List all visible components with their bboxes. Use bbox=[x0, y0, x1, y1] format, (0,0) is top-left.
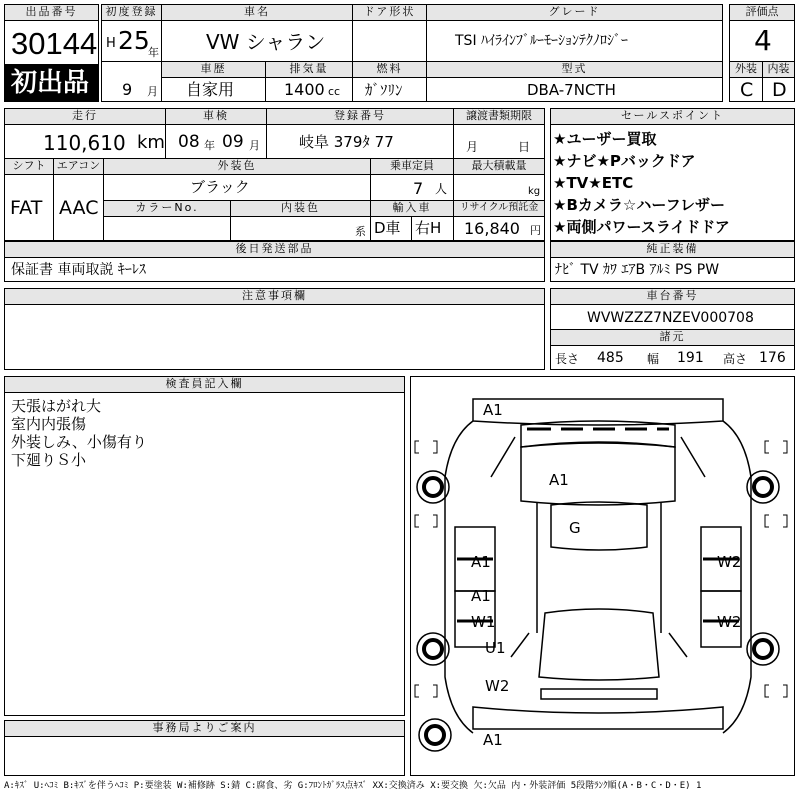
max-load-unit: kg bbox=[528, 186, 541, 197]
equipment-cell bbox=[550, 257, 795, 282]
model-label: 型式 bbox=[426, 61, 723, 78]
damage-mark: A1 bbox=[483, 731, 503, 749]
transfer-cell bbox=[453, 124, 545, 159]
car-outline-diagram bbox=[411, 377, 794, 775]
mileage-label: 走行 bbox=[4, 108, 166, 125]
damage-mark: U1 bbox=[485, 639, 506, 657]
exterior-label: 外装 bbox=[729, 61, 763, 78]
height-label: 高さ bbox=[723, 352, 748, 366]
interior-label: 内装 bbox=[762, 61, 795, 78]
ac-label: エアコン bbox=[53, 158, 104, 175]
width-label: 幅 bbox=[647, 352, 660, 366]
sales-point-item: ★Bカメラ☆ハーフレザー bbox=[553, 196, 725, 214]
exterior-grade: C bbox=[740, 79, 754, 101]
damage-mark: G bbox=[569, 519, 581, 537]
damage-mark: A1 bbox=[549, 471, 569, 489]
int-color-label: 内装色 bbox=[230, 200, 371, 217]
displacement-cell bbox=[265, 77, 353, 102]
ext-color-cell bbox=[103, 174, 371, 201]
mileage-value: 110,610 bbox=[43, 131, 126, 155]
first-reg-label: 初度登録 bbox=[101, 4, 162, 21]
score-cell bbox=[729, 20, 795, 62]
interior-grade: D bbox=[772, 79, 787, 101]
interior-grade-cell bbox=[762, 77, 795, 102]
import-value: D車 bbox=[374, 219, 401, 237]
damage-mark: W2 bbox=[717, 613, 742, 631]
car-name-cell bbox=[161, 20, 353, 62]
displacement-label: 排気量 bbox=[265, 61, 353, 78]
model-value: DBA-7NCTH bbox=[527, 81, 616, 99]
first-listing-text: 初出品 bbox=[11, 68, 90, 98]
shift-value: FAT bbox=[10, 197, 43, 219]
capacity-cell bbox=[370, 174, 454, 201]
recycle-label: リサイクル預託金 bbox=[453, 200, 545, 217]
steering-cell bbox=[411, 216, 454, 241]
capacity-unit: 人 bbox=[435, 182, 448, 196]
model-cell bbox=[426, 77, 723, 102]
height-value: 176 bbox=[759, 350, 786, 366]
inspector-text: 天張はがれ大 室内内張傷 外装しみ、小傷有り 下廻りＳ小 bbox=[11, 397, 147, 469]
specs-cell bbox=[550, 345, 795, 370]
inspector-cell bbox=[4, 392, 405, 716]
transfer-day: 日 bbox=[518, 140, 531, 154]
sales-point-item: ★TV★ETC bbox=[553, 174, 634, 192]
recycle-cell bbox=[453, 216, 545, 241]
history-label: 車歴 bbox=[161, 61, 266, 78]
shipping-label: 後日発送部品 bbox=[4, 241, 545, 258]
equipment-label: 純正装備 bbox=[550, 241, 795, 258]
car-name-label: 車名 bbox=[161, 4, 353, 21]
color-no-label: カラーNo. bbox=[103, 200, 231, 217]
ext-color-label: 外装色 bbox=[103, 158, 371, 175]
car-name: VW シャラン bbox=[206, 30, 326, 54]
transfer-month: 月 bbox=[466, 140, 479, 154]
capacity-label: 乗車定員 bbox=[370, 158, 454, 175]
sales-point-item: ★両側パワースライドドア bbox=[553, 218, 730, 236]
inspector-label: 検査員記入欄 bbox=[4, 376, 405, 393]
notes-cell bbox=[4, 304, 545, 370]
recycle-value: 16,840 bbox=[464, 219, 520, 238]
fuel-value: ｶﾞｿﾘﾝ bbox=[365, 81, 403, 99]
exterior-grade-cell bbox=[729, 77, 763, 102]
door-cell bbox=[352, 20, 427, 62]
history-value: 自家用 bbox=[186, 80, 235, 99]
history-cell bbox=[161, 77, 266, 102]
ac-value: AAC bbox=[59, 197, 99, 219]
chassis-value: WVWZZZ7NZEV000708 bbox=[587, 310, 754, 326]
import-cell bbox=[370, 216, 412, 241]
width-value: 191 bbox=[677, 350, 704, 366]
footer-legend: A:ｷｽﾞ U:ﾍｺﾐ B:ｷｽﾞを伴うﾍｺﾐ P:要塗装 W:補修跡 S:錆 C:腐食、劣 G:ﾌﾛﾝﾄｶﾞﾗｽ点ｷｽﾞ XX:交換済み X:要交換 欠:欠品 内・外装評価 5段階ﾗﾝｸ順(A・B・C・D・E) 1 bbox=[4, 781, 702, 791]
mileage-unit: km bbox=[137, 132, 165, 153]
era-label: H bbox=[106, 36, 116, 51]
steering-value: 右H bbox=[415, 219, 442, 237]
inspection-month: 09 bbox=[222, 132, 244, 152]
sales-point-item: ★ユーザー買取 bbox=[553, 130, 657, 148]
grade-cell bbox=[426, 20, 723, 62]
inspection-year-unit: 年 bbox=[204, 139, 215, 152]
damage-mark: W2 bbox=[485, 677, 510, 695]
office-cell bbox=[4, 736, 405, 776]
first-reg-month: 9 bbox=[122, 80, 133, 99]
recycle-unit: 円 bbox=[530, 224, 541, 237]
damage-mark: W1 bbox=[471, 613, 496, 631]
sales-point-item: ★ナビ★Pバックドア bbox=[553, 152, 696, 170]
first-reg-year-cell bbox=[101, 20, 162, 62]
sales-points-label: セールスポイント bbox=[550, 108, 795, 125]
chassis-label: 車台番号 bbox=[550, 288, 795, 305]
shipping-cell bbox=[4, 257, 545, 282]
inspection-cell bbox=[165, 124, 267, 159]
inspection-year: 08 bbox=[178, 132, 200, 152]
mileage-cell bbox=[4, 124, 166, 159]
score-value: 4 bbox=[754, 24, 772, 57]
length-value: 485 bbox=[597, 350, 624, 366]
color-no-cell bbox=[103, 216, 231, 241]
length-label: 長さ bbox=[555, 352, 580, 366]
equipment-value: ﾅﾋﾞ TV ｶﾜ ｴｱB ｱﾙﾐ PS PW bbox=[555, 262, 720, 278]
first-listing-badge bbox=[4, 64, 99, 102]
import-label: 輸入車 bbox=[370, 200, 454, 217]
max-load-cell bbox=[453, 174, 545, 201]
reg-number-cell bbox=[266, 124, 454, 159]
grade-label: グレード bbox=[426, 4, 723, 21]
max-load-label: 最大積載量 bbox=[453, 158, 545, 175]
inspection-label: 車検 bbox=[165, 108, 267, 125]
fuel-cell bbox=[352, 77, 427, 102]
sales-points-cell bbox=[550, 124, 795, 241]
specs-label: 諸元 bbox=[550, 329, 795, 346]
shift-label: シフト bbox=[4, 158, 54, 175]
notes-label: 注意事項欄 bbox=[4, 288, 545, 305]
transfer-label: 譲渡書類期限 bbox=[453, 108, 545, 125]
lot-number-cell bbox=[4, 20, 99, 65]
displacement-unit: cc bbox=[328, 85, 341, 98]
damage-diagram bbox=[410, 376, 795, 776]
inspection-month-unit: 月 bbox=[249, 139, 260, 152]
shipping-value: 保証書 車両取説 ｷｰﾚｽ bbox=[11, 262, 146, 278]
month-unit: 月 bbox=[147, 85, 158, 98]
lot-number: 30144 bbox=[11, 26, 98, 61]
shift-cell bbox=[4, 174, 54, 241]
damage-mark: A1 bbox=[483, 401, 503, 419]
damage-mark: W2 bbox=[717, 553, 742, 571]
int-color-suffix: 系 bbox=[355, 225, 366, 238]
reg-number-label: 登録番号 bbox=[266, 108, 454, 125]
ext-color-value: ブラック bbox=[190, 178, 250, 196]
ac-cell bbox=[53, 174, 104, 241]
chassis-cell bbox=[550, 304, 795, 330]
grade-value: TSI ﾊｲﾗｲﾝﾌﾞﾙｰﾓｰｼｮﾝﾃｸﾉﾛｼﾞｰ bbox=[455, 33, 629, 49]
score-label: 評価点 bbox=[729, 4, 795, 21]
first-reg-year: 25 bbox=[118, 26, 150, 55]
first-reg-month-cell bbox=[101, 61, 162, 102]
lot-number-label: 出品番号 bbox=[4, 4, 99, 21]
year-unit: 年 bbox=[148, 46, 159, 59]
damage-mark: A1 bbox=[471, 553, 491, 571]
door-label: ドア形状 bbox=[352, 4, 427, 21]
fuel-label: 燃料 bbox=[352, 61, 427, 78]
office-label: 事務局よりご案内 bbox=[4, 720, 405, 737]
damage-mark: A1 bbox=[471, 587, 491, 605]
displacement-value: 1400 bbox=[284, 80, 325, 99]
capacity-value: 7 bbox=[413, 179, 424, 198]
reg-number-value: 岐阜 379ﾀ 77 bbox=[299, 133, 394, 151]
int-color-cell bbox=[230, 216, 371, 241]
